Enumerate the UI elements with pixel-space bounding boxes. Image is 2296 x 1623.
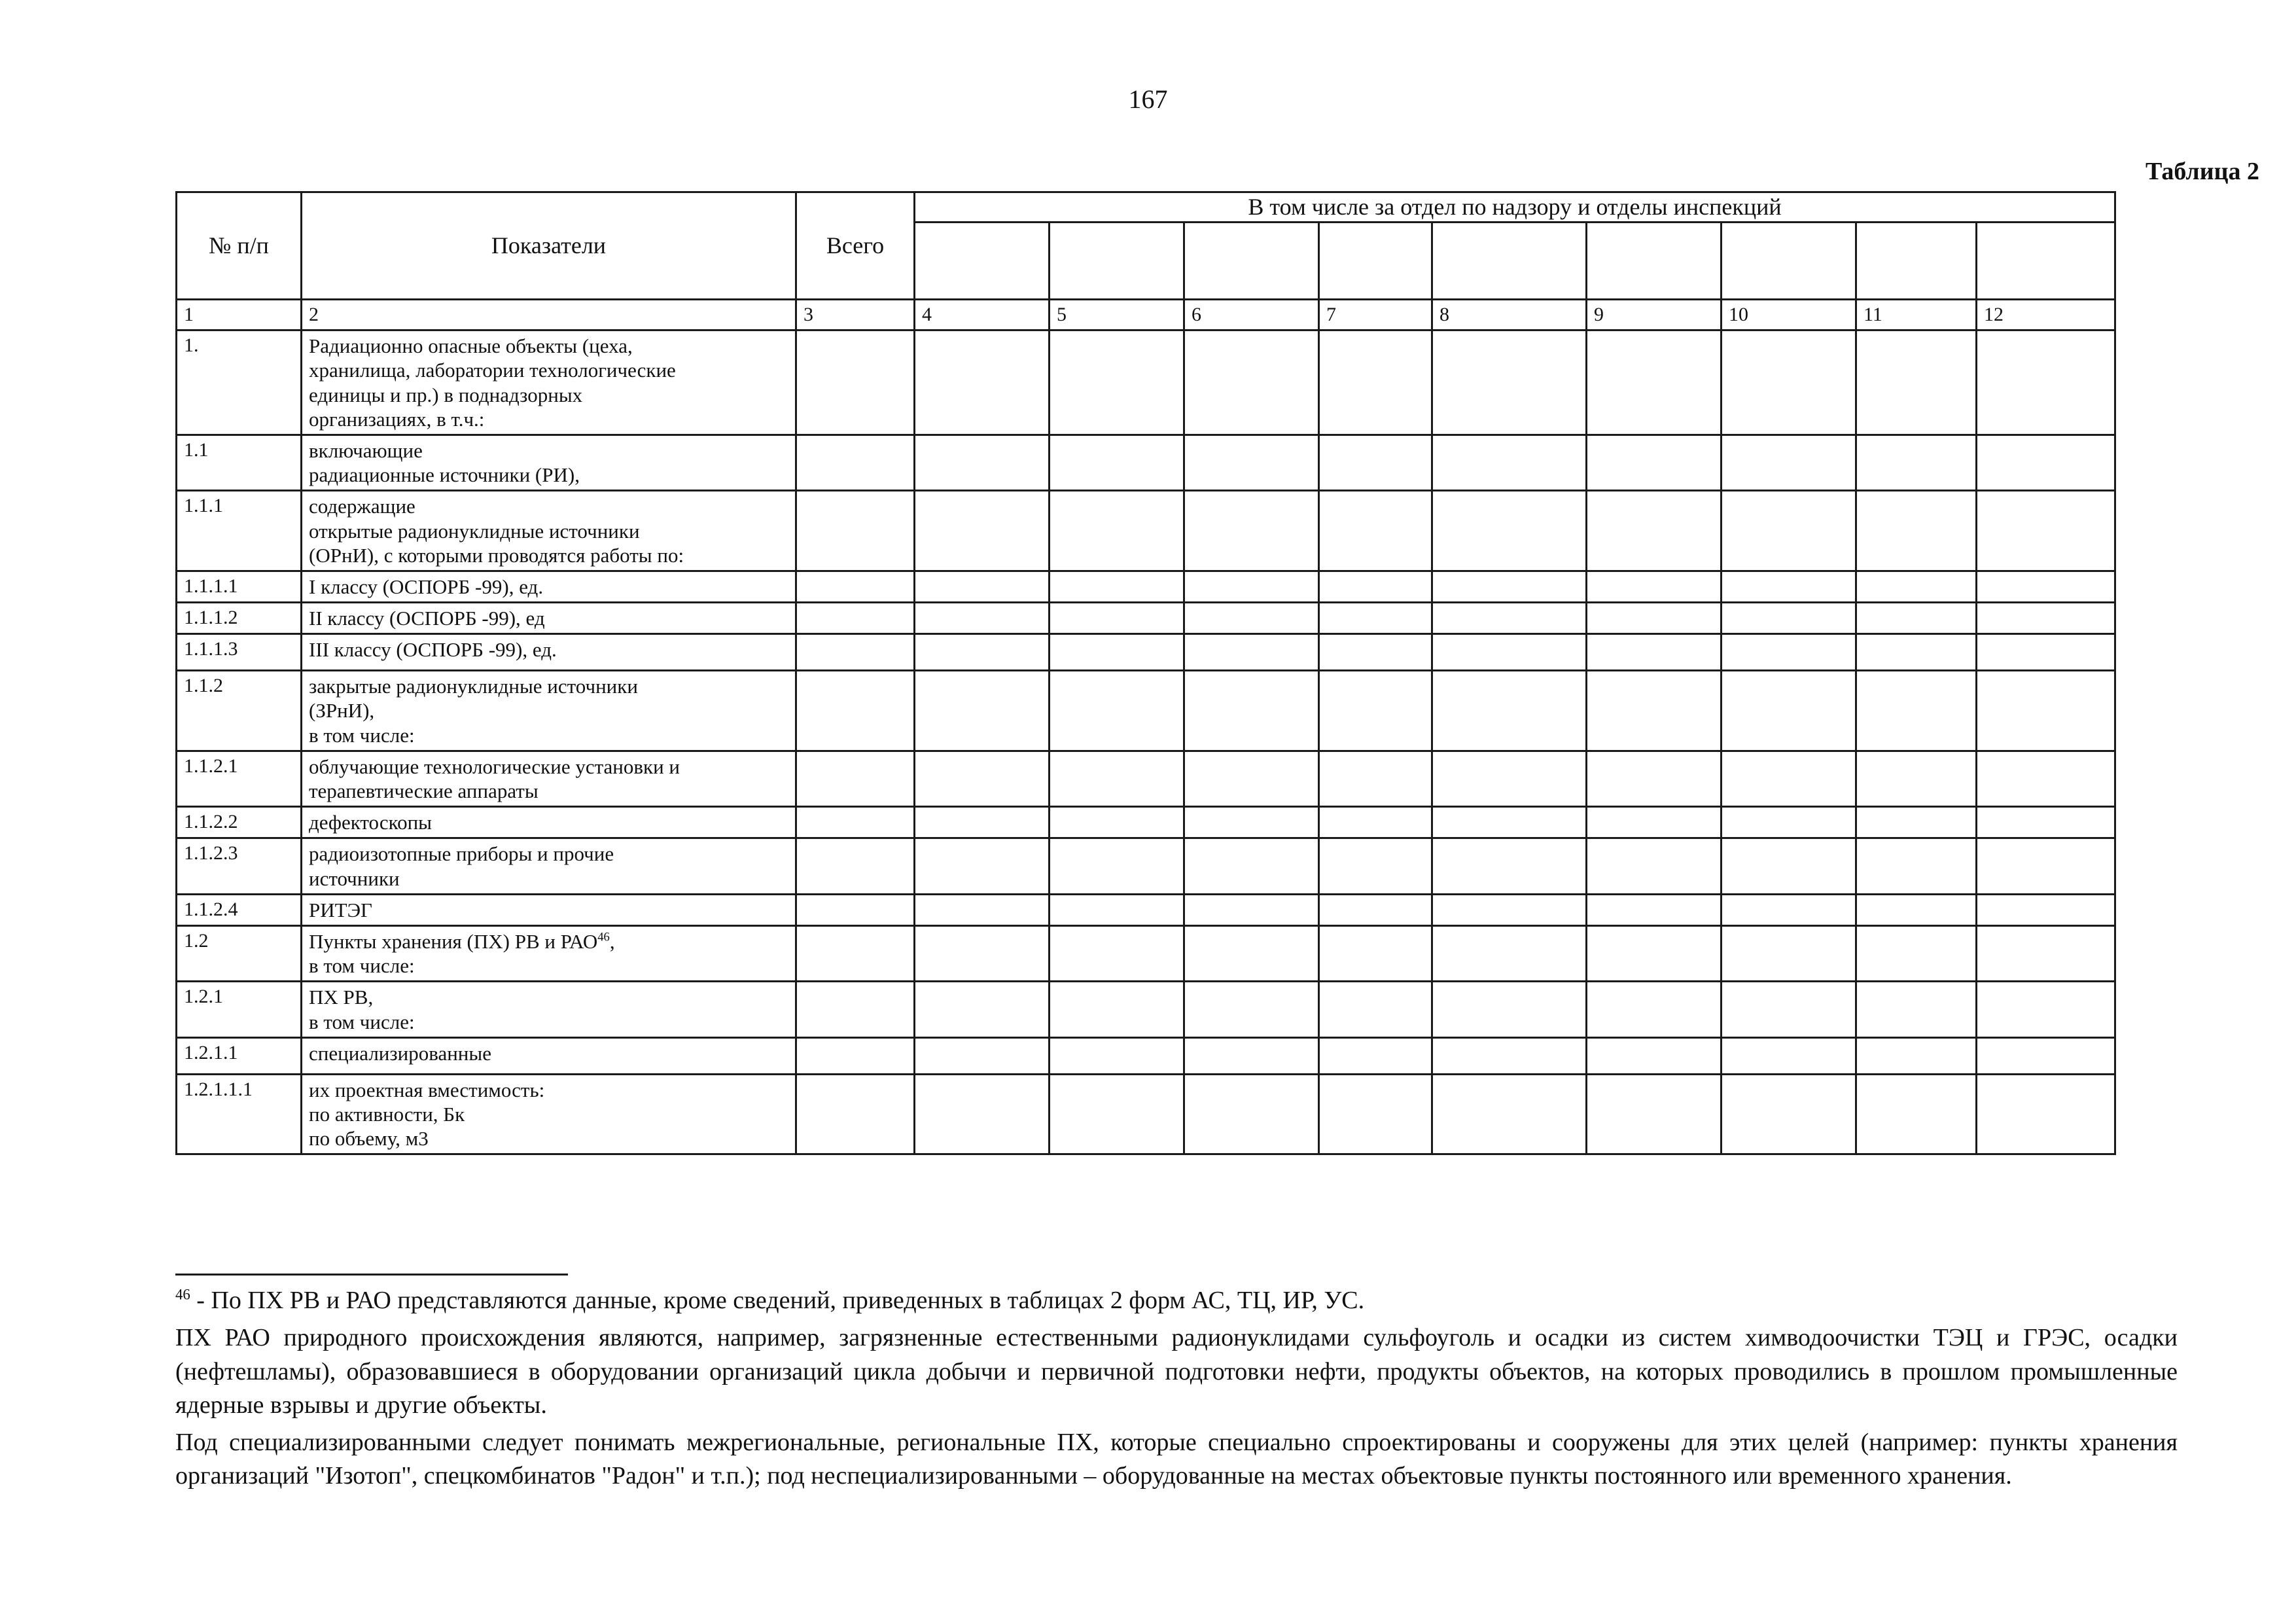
value-cell (796, 491, 915, 571)
value-cell (796, 894, 915, 925)
value-cell (1432, 1074, 1587, 1154)
indicator-line (309, 842, 788, 866)
value-cell (1184, 671, 1319, 751)
value-cell (1856, 571, 1977, 602)
value-cell (1977, 1074, 2115, 1154)
indicator-line (309, 1126, 788, 1150)
value-cell (1856, 982, 1977, 1037)
indicator-line (309, 438, 788, 463)
table-row (177, 435, 2115, 490)
indicator-line-text: (ОРнИ), с которыми проводятся работы по: (309, 543, 684, 567)
value-cell (1856, 894, 1977, 925)
indicator-line-text: РИТЭГ (309, 898, 372, 921)
indicator-line-text: по активности, Бк (309, 1102, 465, 1126)
value-cell (1050, 634, 1184, 671)
row-number: 1.2.1 (177, 982, 302, 1037)
footnote-rule (175, 1274, 568, 1275)
indicator-line-text: облучающие технологические установки и (309, 755, 680, 778)
indicator-line (309, 866, 788, 891)
value-cell (1319, 751, 1432, 806)
value-cell (1856, 603, 1977, 634)
value-cell (1319, 491, 1432, 571)
row-number: 1.1.2.4 (177, 894, 302, 925)
value-cell (1432, 1037, 1587, 1074)
indicator-label (302, 982, 796, 1037)
indicator-label (302, 491, 796, 571)
column-number: 10 (1722, 300, 1856, 330)
value-cell (1184, 435, 1319, 490)
value-cell (1587, 330, 1722, 435)
header-subcolumn (1432, 223, 1587, 300)
indicators-table (175, 191, 2116, 1155)
footnote-marker: 46 (175, 1286, 190, 1303)
value-cell (915, 894, 1050, 925)
value-cell (1856, 1074, 1977, 1154)
value-cell (1432, 838, 1587, 894)
indicator-label (302, 330, 796, 435)
value-cell (1977, 1037, 2115, 1074)
value-cell (1050, 1074, 1184, 1154)
indicator-line (309, 954, 788, 978)
indicator-line (309, 407, 788, 431)
row-number: 1.1.1 (177, 491, 302, 571)
value-cell (1722, 1037, 1856, 1074)
value-cell (796, 925, 915, 981)
indicator-label (302, 807, 796, 838)
indicator-line (309, 1102, 788, 1126)
value-cell (1432, 634, 1587, 671)
indicator-line-text: (ЗРнИ), (309, 699, 375, 722)
row-number: 1.1.1.1 (177, 571, 302, 602)
value-cell (1977, 982, 2115, 1037)
indicator-label (302, 571, 796, 602)
value-cell (1856, 435, 1977, 490)
value-cell (915, 925, 1050, 981)
value-cell (1856, 838, 1977, 894)
value-cell (1184, 603, 1319, 634)
value-cell (1432, 671, 1587, 751)
value-cell (1050, 571, 1184, 602)
table-row (177, 894, 2115, 925)
value-cell (1432, 435, 1587, 490)
indicator-line (309, 985, 788, 1009)
value-cell (1050, 807, 1184, 838)
indicator-label (302, 894, 796, 925)
indicator-line-text: по объему, м3 (309, 1127, 429, 1150)
value-cell (1856, 807, 1977, 838)
value-cell (1587, 838, 1722, 894)
value-cell (1977, 671, 2115, 751)
indicator-line (309, 358, 788, 382)
header-subcolumn (915, 223, 1050, 300)
column-number: 1 (177, 300, 302, 330)
value-cell (1977, 925, 2115, 981)
value-cell (1184, 982, 1319, 1037)
indicator-line-text: закрытые радионуклидные источники (309, 675, 638, 698)
value-cell (915, 491, 1050, 571)
value-cell (1319, 838, 1432, 894)
value-cell (1722, 435, 1856, 490)
header-group: В том числе за отдел по надзору и отделы инспекций (915, 192, 2115, 223)
value-cell (1050, 491, 1184, 571)
value-cell (1050, 671, 1184, 751)
value-cell (796, 330, 915, 435)
table-row (177, 603, 2115, 634)
indicator-line-text: содержащие (309, 495, 415, 518)
row-number: 1.1.1.2 (177, 603, 302, 634)
value-cell (1587, 751, 1722, 806)
value-cell (1050, 330, 1184, 435)
value-cell (1856, 751, 1977, 806)
value-cell (1184, 838, 1319, 894)
indicator-line-text: единицы и пр.) в поднадзорных (309, 383, 583, 406)
value-cell (1184, 894, 1319, 925)
indicator-line (309, 606, 788, 630)
table-caption: Таблица 2 (2145, 158, 2259, 185)
indicator-line-text: Радиационно опасные объекты (цеха, (309, 334, 633, 358)
table-row (177, 330, 2115, 435)
value-cell (1977, 894, 2115, 925)
value-cell (1587, 982, 1722, 1037)
indicator-line-text: радиоизотопные приборы и прочие (309, 842, 614, 866)
indicator-line (309, 810, 788, 834)
indicator-line (309, 898, 788, 922)
value-cell (1722, 982, 1856, 1037)
value-cell (1432, 603, 1587, 634)
value-cell (1319, 603, 1432, 634)
value-cell (1977, 838, 2115, 894)
header-num: № п/п (177, 192, 302, 300)
value-cell (1722, 807, 1856, 838)
value-cell (1587, 671, 1722, 751)
indicator-line-text: их проектная вместимость: (309, 1078, 545, 1101)
column-number: 3 (796, 300, 915, 330)
indicator-line (309, 463, 788, 487)
indicator-line (309, 929, 788, 954)
header-subcolumn (1184, 223, 1319, 300)
column-number: 6 (1184, 300, 1319, 330)
value-cell (1432, 751, 1587, 806)
table-row (177, 807, 2115, 838)
indicator-line (309, 1078, 788, 1102)
value-cell (796, 435, 915, 490)
table-row (177, 751, 2115, 806)
column-number-row (177, 300, 2115, 330)
value-cell (1587, 634, 1722, 671)
indicator-line (309, 637, 788, 662)
value-cell (1587, 435, 1722, 490)
table-row (177, 634, 2115, 671)
value-cell (1722, 925, 1856, 981)
row-number: 1.2 (177, 925, 302, 981)
value-cell (796, 671, 915, 751)
value-cell (1722, 751, 1856, 806)
value-cell (1856, 1037, 1977, 1074)
header-subcolumn (1977, 223, 2115, 300)
value-cell (1432, 982, 1587, 1037)
value-cell (1856, 491, 1977, 571)
header-subcolumn (1722, 223, 1856, 300)
value-cell (1587, 491, 1722, 571)
value-cell (1319, 634, 1432, 671)
indicator-label (302, 634, 796, 671)
indicator-line (309, 575, 788, 599)
indicator-line-text: организациях, в т.ч.: (309, 407, 485, 431)
page-number: 167 (1128, 84, 1168, 114)
indicator-line-text: III классу (ОСПОРБ -99), ед. (309, 638, 557, 662)
column-number: 11 (1856, 300, 1977, 330)
row-number: 1. (177, 330, 302, 435)
value-cell (1856, 634, 1977, 671)
indicator-line-text: терапевтические аппараты (309, 779, 539, 802)
value-cell (1432, 330, 1587, 435)
column-number: 8 (1432, 300, 1587, 330)
footnote-46-text: - По ПХ РВ и РАО представляются данные, кроме сведений, приведенных в таблицах 2 форм АС, ТЦ, ИР, УС. (190, 1287, 1365, 1314)
indicator-line (309, 494, 788, 518)
value-cell (915, 435, 1050, 490)
footnote-ref: 46 (597, 930, 610, 944)
value-cell (1977, 435, 2115, 490)
value-cell (1722, 634, 1856, 671)
column-number: 9 (1587, 300, 1722, 330)
indicator-line (309, 1010, 788, 1034)
footnote-46 (175, 1284, 2178, 1317)
value-cell (1722, 330, 1856, 435)
table-row (177, 982, 2115, 1037)
row-number: 1.2.1.1.1 (177, 1074, 302, 1154)
value-cell (1319, 435, 1432, 490)
column-number: 7 (1319, 300, 1432, 330)
value-cell (1432, 807, 1587, 838)
table-header (177, 192, 2115, 300)
value-cell (1587, 603, 1722, 634)
header-subcolumn (1050, 223, 1184, 300)
footnote-specialized: Под специализированными следует понимать межрегиональные, региональные ПХ, которые специально спроектированы и сооружены для этих целей (например: пункты хранения организаций "Изотоп", спецкомбинатов "Радон" и т.п.); под неспециализированными – оборудованные на местах объектовые пункты постоянного или временного хранения. (175, 1429, 2178, 1490)
indicator-line (309, 543, 788, 567)
indicator-line-text: I классу (ОСПОРБ -99), ед. (309, 575, 544, 598)
value-cell (1050, 603, 1184, 634)
value-cell (915, 1037, 1050, 1074)
row-number: 1.1.1.3 (177, 634, 302, 671)
indicator-label (302, 838, 796, 894)
value-cell (915, 671, 1050, 751)
value-cell (1050, 435, 1184, 490)
value-cell (1977, 330, 2115, 435)
value-cell (796, 751, 915, 806)
value-cell (796, 1074, 915, 1154)
indicator-line-text: дефектоскопы (309, 811, 432, 834)
indicator-line (309, 383, 788, 407)
value-cell (1432, 925, 1587, 981)
value-cell (1184, 1037, 1319, 1074)
value-cell (796, 838, 915, 894)
table-row (177, 491, 2115, 571)
row-number: 1.1 (177, 435, 302, 490)
indicator-line-text: источники (309, 866, 400, 890)
value-cell (1722, 491, 1856, 571)
value-cell (796, 807, 915, 838)
value-cell (1050, 838, 1184, 894)
value-cell (796, 1037, 915, 1074)
value-cell (1977, 571, 2115, 602)
header-subcolumn (1587, 223, 1722, 300)
table-row (177, 1037, 2115, 1074)
header-indicators: Показатели (302, 192, 796, 300)
footnote-natural-rao: ПХ РАО природного происхождения являются, например, загрязненные естественными радионуклидами сульфоуголь и осадки из систем химводоочистки ТЭЦ и ГРЭС, осадки (нефтешламы), образовавшиеся в оборудовании организаций цикла добычи и первичной подготовки нефти, продукты объектов, на которых проводились в прошлом промышленные ядерные взрывы и другие объекты. (175, 1324, 2178, 1419)
value-cell (915, 1074, 1050, 1154)
row-number: 1.2.1.1 (177, 1037, 302, 1074)
row-number: 1.1.2.3 (177, 838, 302, 894)
value-cell (1184, 807, 1319, 838)
value-cell (915, 330, 1050, 435)
indicator-line (309, 334, 788, 358)
table-row (177, 1074, 2115, 1154)
table-body (177, 300, 2115, 1154)
indicator-line-text: в том числе: (309, 1010, 415, 1033)
value-cell (915, 603, 1050, 634)
column-number: 5 (1050, 300, 1184, 330)
header-subcolumn (1856, 223, 1977, 300)
table-row (177, 838, 2115, 894)
indicator-label (302, 671, 796, 751)
value-cell (1184, 634, 1319, 671)
value-cell (796, 634, 915, 671)
indicator-line (309, 1041, 788, 1065)
value-cell (1977, 603, 2115, 634)
indicator-line-suffix: , (609, 929, 615, 953)
value-cell (1184, 491, 1319, 571)
table-row (177, 571, 2115, 602)
footnotes (175, 1284, 2178, 1497)
value-cell (796, 571, 915, 602)
indicator-line (309, 755, 788, 779)
value-cell (1856, 925, 1977, 981)
value-cell (1856, 330, 1977, 435)
value-cell (1722, 838, 1856, 894)
value-cell (915, 634, 1050, 671)
indicator-line (309, 698, 788, 722)
row-number: 1.1.2.1 (177, 751, 302, 806)
table-row (177, 925, 2115, 981)
value-cell (1722, 603, 1856, 634)
value-cell (1977, 807, 2115, 838)
indicator-line-text: Пункты хранения (ПХ) РВ и РАО (309, 929, 598, 953)
value-cell (1587, 807, 1722, 838)
indicator-line-text: включающие (309, 438, 423, 462)
header-subcolumn (1319, 223, 1432, 300)
value-cell (1977, 634, 2115, 671)
value-cell (1184, 1074, 1319, 1154)
value-cell (1050, 751, 1184, 806)
indicator-label (302, 1037, 796, 1074)
indicator-label (302, 435, 796, 490)
value-cell (1184, 925, 1319, 981)
value-cell (915, 751, 1050, 806)
value-cell (1319, 571, 1432, 602)
indicator-line (309, 674, 788, 698)
value-cell (915, 571, 1050, 602)
row-number: 1.1.2 (177, 671, 302, 751)
table-row (177, 671, 2115, 751)
value-cell (1050, 982, 1184, 1037)
column-number: 12 (1977, 300, 2115, 330)
column-number: 4 (915, 300, 1050, 330)
header-total: Всего (796, 192, 915, 300)
indicator-line (309, 779, 788, 803)
value-cell (1977, 491, 2115, 571)
value-cell (1432, 894, 1587, 925)
indicator-label (302, 1074, 796, 1154)
value-cell (1319, 807, 1432, 838)
value-cell (1587, 925, 1722, 981)
value-cell (1319, 671, 1432, 751)
value-cell (1722, 671, 1856, 751)
value-cell (1722, 571, 1856, 602)
indicator-line-text: открытые радионуклидные источники (309, 519, 640, 543)
indicator-line-text: в том числе: (309, 723, 415, 747)
value-cell (1184, 751, 1319, 806)
value-cell (1432, 571, 1587, 602)
value-cell (1432, 491, 1587, 571)
value-cell (1722, 1074, 1856, 1154)
indicator-line-text: II классу (ОСПОРБ -99), ед (309, 607, 545, 630)
value-cell (1050, 925, 1184, 981)
indicator-line-text: радиационные источники (РИ), (309, 463, 580, 487)
value-cell (1587, 894, 1722, 925)
value-cell (796, 603, 915, 634)
indicator-label (302, 603, 796, 634)
indicator-label (302, 925, 796, 981)
value-cell (1319, 925, 1432, 981)
indicator-line (309, 723, 788, 747)
indicator-line-text: ПХ РВ, (309, 986, 374, 1009)
value-cell (1722, 894, 1856, 925)
indicator-line-text: специализированные (309, 1041, 491, 1065)
indicator-line-text: в том числе: (309, 954, 415, 978)
value-cell (1587, 571, 1722, 602)
indicator-line (309, 519, 788, 543)
value-cell (1050, 894, 1184, 925)
indicator-line-text: хранилища, лаборатории технологические (309, 359, 676, 382)
value-cell (1050, 1037, 1184, 1074)
value-cell (1319, 1037, 1432, 1074)
value-cell (915, 982, 1050, 1037)
value-cell (1319, 894, 1432, 925)
value-cell (796, 982, 915, 1037)
value-cell (1319, 982, 1432, 1037)
value-cell (1319, 1074, 1432, 1154)
indicator-label (302, 751, 796, 806)
column-number: 2 (302, 300, 796, 330)
value-cell (1587, 1037, 1722, 1074)
value-cell (1184, 330, 1319, 435)
value-cell (1319, 330, 1432, 435)
value-cell (1587, 1074, 1722, 1154)
value-cell (1856, 671, 1977, 751)
value-cell (1184, 571, 1319, 602)
row-number: 1.1.2.2 (177, 807, 302, 838)
value-cell (915, 838, 1050, 894)
value-cell (915, 807, 1050, 838)
value-cell (1977, 751, 2115, 806)
